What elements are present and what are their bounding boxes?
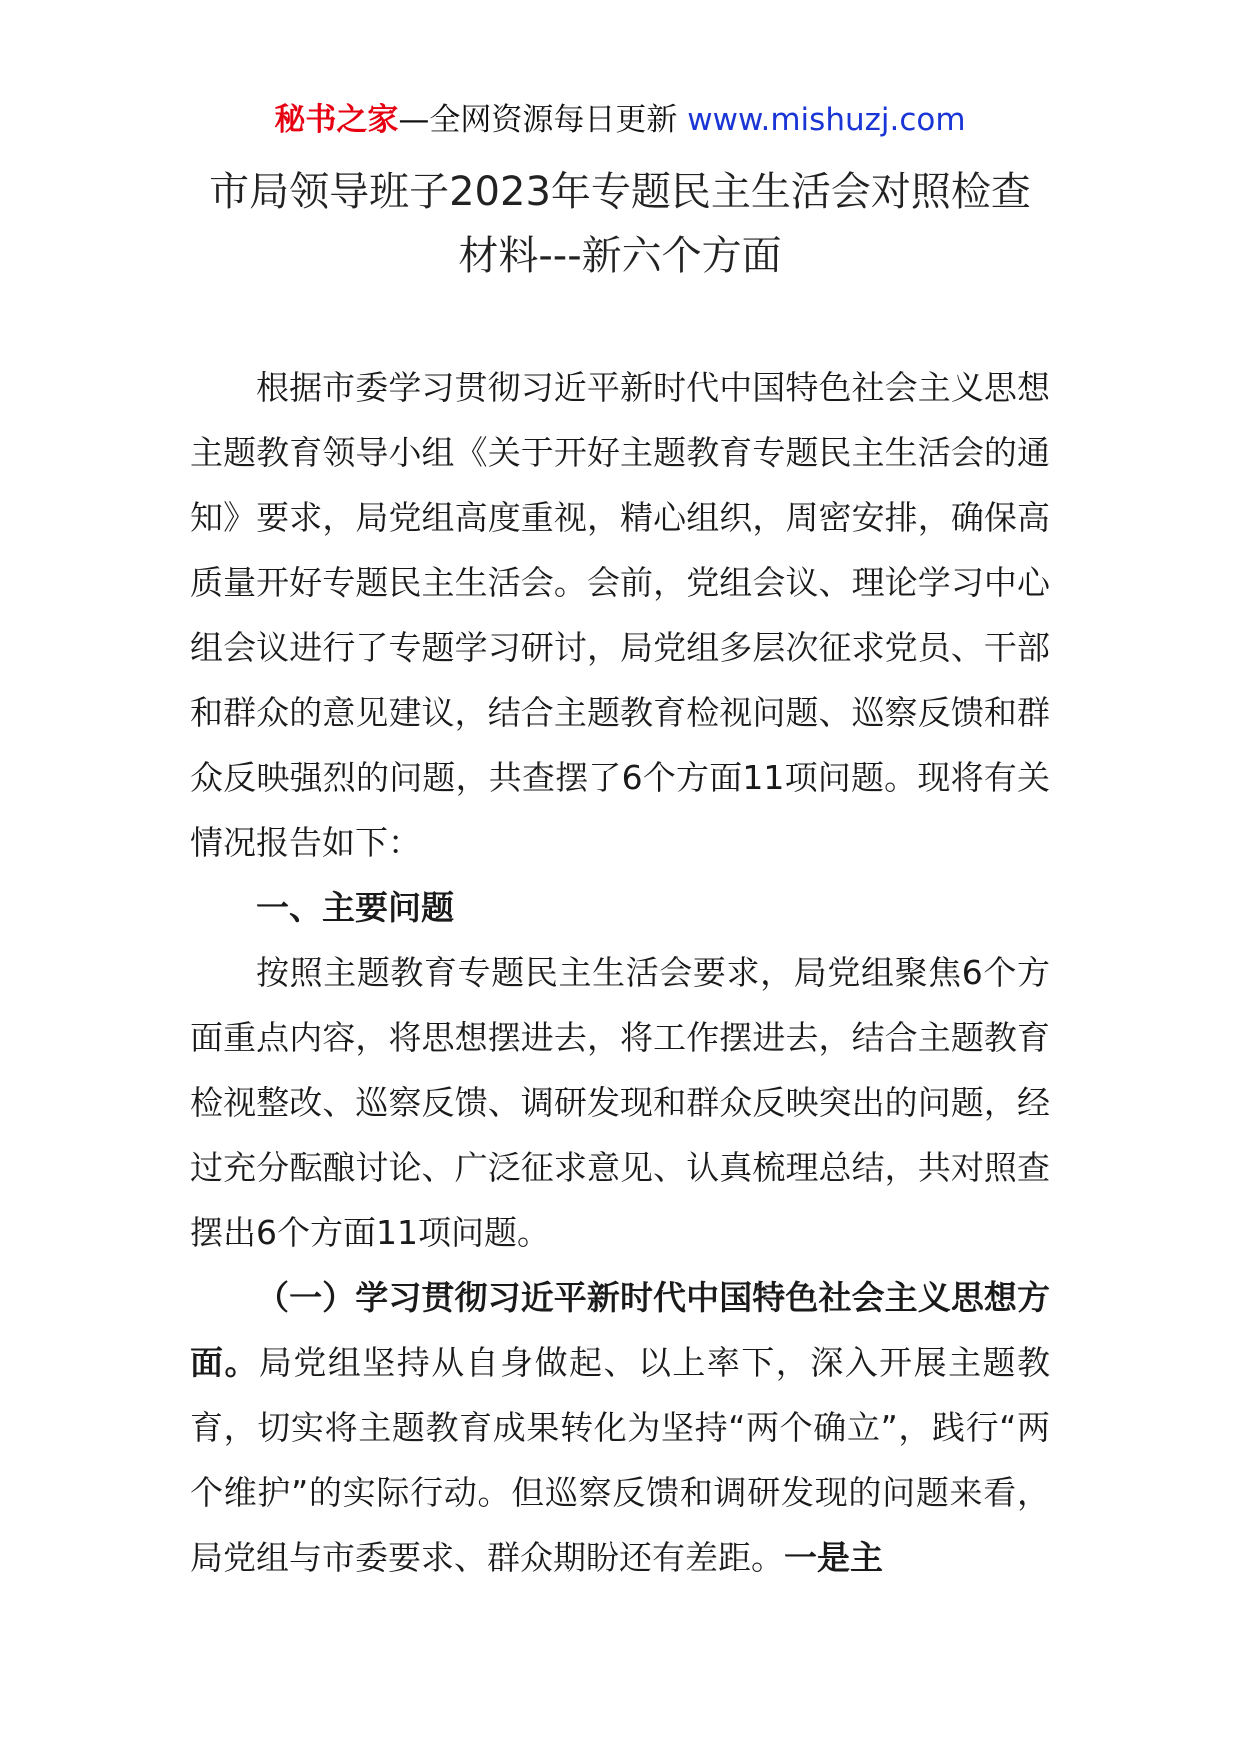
document-body: [190, 355, 1050, 1590]
document-title-line-1: 市局领导班子2023年专题民主生活会对照检查: [209, 169, 1031, 215]
main-problems-paragraph: 按照主题教育专题民主生活会要求，局党组聚焦6个方面重点内容，将思想摆进去，将工作摆进去，结合主题教育检视整改、巡察反馈、调研发现和群众反映突出的问题，经过充分酝酿讨论、广泛征求意见、认真梳理总结，共对照查摆出6个方面11项问题。: [190, 953, 1050, 1252]
banner-tagline: —全网资源每日更新: [398, 102, 678, 138]
document-title: [190, 160, 1050, 288]
intro-paragraph: 根据市委学习贯彻习近平新时代中国特色社会主义思想主题教育领导小组《关于开好主题教育专题民主生活会的通知》要求，局党组高度重视，精心组织，周密安排，确保高质量开好专题民主生活会。会前，党组会议、理论学习中心组会议进行了专题学习研讨，局党组多层次征求党员、干部和群众的意见建议，结合主题教育检视问题、巡察反馈和群众反映强烈的问题，共查摆了6个方面11项问题。现将有关情况报告如下：: [190, 368, 1050, 862]
banner-brand: 秘书之家: [274, 102, 399, 138]
section-heading-main-problems: 一、主要问题: [256, 888, 454, 927]
banner-url-link[interactable]: www.mishuzj.com: [687, 102, 966, 138]
document-title-line-2: 材料---新六个方面: [458, 233, 782, 279]
subsection-point-lead: 一是主: [784, 1538, 883, 1577]
subsection-heading-1: （一）学习贯彻习近平新时代中国特色社会主义思想方面。: [190, 1278, 1050, 1382]
subsection-body-1: 局党组坚持从自身做起、以上率下，深入开展主题教育，切实将主题教育成果转化为坚持“两个确立”，践行“两个维护”的实际行动。但巡察反馈和调研发现的问题来看，局党组与市委要求、群众期盼还有差距。: [190, 1343, 1051, 1577]
subsection-paragraph-1: [190, 1265, 1050, 1590]
site-banner: [0, 98, 1240, 142]
